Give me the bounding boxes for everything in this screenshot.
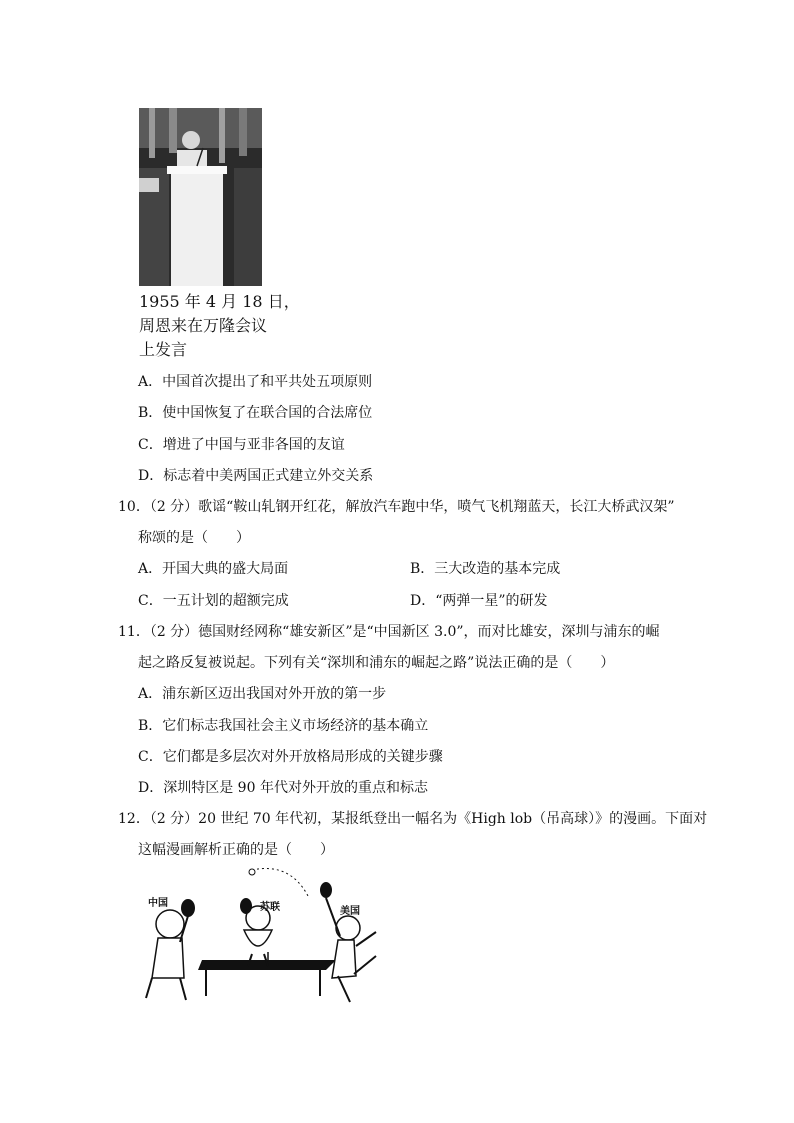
cartoon-drawing <box>140 866 384 1006</box>
q10-stem-cont: 称颂的是（ ） <box>138 530 250 546</box>
speech-photo-drawing <box>139 108 262 286</box>
q9-option-d: D．标志着中美两国正式建立外交关系 <box>138 468 374 484</box>
q12-stem-cont: 这幅漫画解析正确的是（ ） <box>138 842 334 858</box>
caption-line: 周恩来在万隆会议 <box>139 316 268 335</box>
speech-photo <box>139 108 262 286</box>
q10-option-b: B．三大改造的基本完成 <box>410 561 561 577</box>
q11-option-c: C．它们都是多层次对外开放格局形成的关键步骤 <box>138 749 443 765</box>
ping-pong-cartoon <box>140 866 384 1006</box>
label-usa: 美国 <box>340 906 360 917</box>
photo-caption <box>139 290 309 362</box>
caption-line: 1955 年 4 月 18 日， <box>139 292 300 311</box>
q9-option-b: B．使中国恢复了在联合国的合法席位 <box>138 405 373 421</box>
q9-option-c: C．增进了中国与亚非各国的友谊 <box>138 437 345 453</box>
q10-stem: 10．（2 分）歌谣“鞍山轧钢开红花，解放汽车跑中华，喷气飞机翔蓝天，长江大桥武汉架” <box>118 499 675 515</box>
caption-line: 上发言 <box>139 340 188 359</box>
q11-option-d: D．深圳特区是 90 年代对外开放的重点和标志 <box>138 780 428 796</box>
q12-stem: 12．（2 分）20 世纪 70 年代初，某报纸登出一幅名为《High lob（吊高球）》的漫画。下面对 <box>118 811 708 827</box>
q10-option-c: C．一五计划的超额完成 <box>138 593 289 609</box>
label-china: 中国 <box>148 898 168 909</box>
q11-stem-cont: 起之路反复被说起。下列有关“深圳和浦东的崛起之路”说法正确的是（ ） <box>138 655 615 671</box>
q10-option-d: D．“两弹一星”的研发 <box>410 593 548 609</box>
q11-option-a: A．浦东新区迈出我国对外开放的第一步 <box>138 686 387 702</box>
q9-option-a: A．中国首次提出了和平共处五项原则 <box>138 374 373 390</box>
q10-option-a: A．开国大典的盛大局面 <box>138 561 289 577</box>
q11-stem: 11．（2 分）德国财经网称“雄安新区”是“中国新区 3.0”，而对比雄安，深圳与浦东的崛 <box>118 624 660 640</box>
label-ussr: 苏联 <box>260 902 280 913</box>
q11-option-b: B．它们标志我国社会主义市场经济的基本确立 <box>138 718 429 734</box>
